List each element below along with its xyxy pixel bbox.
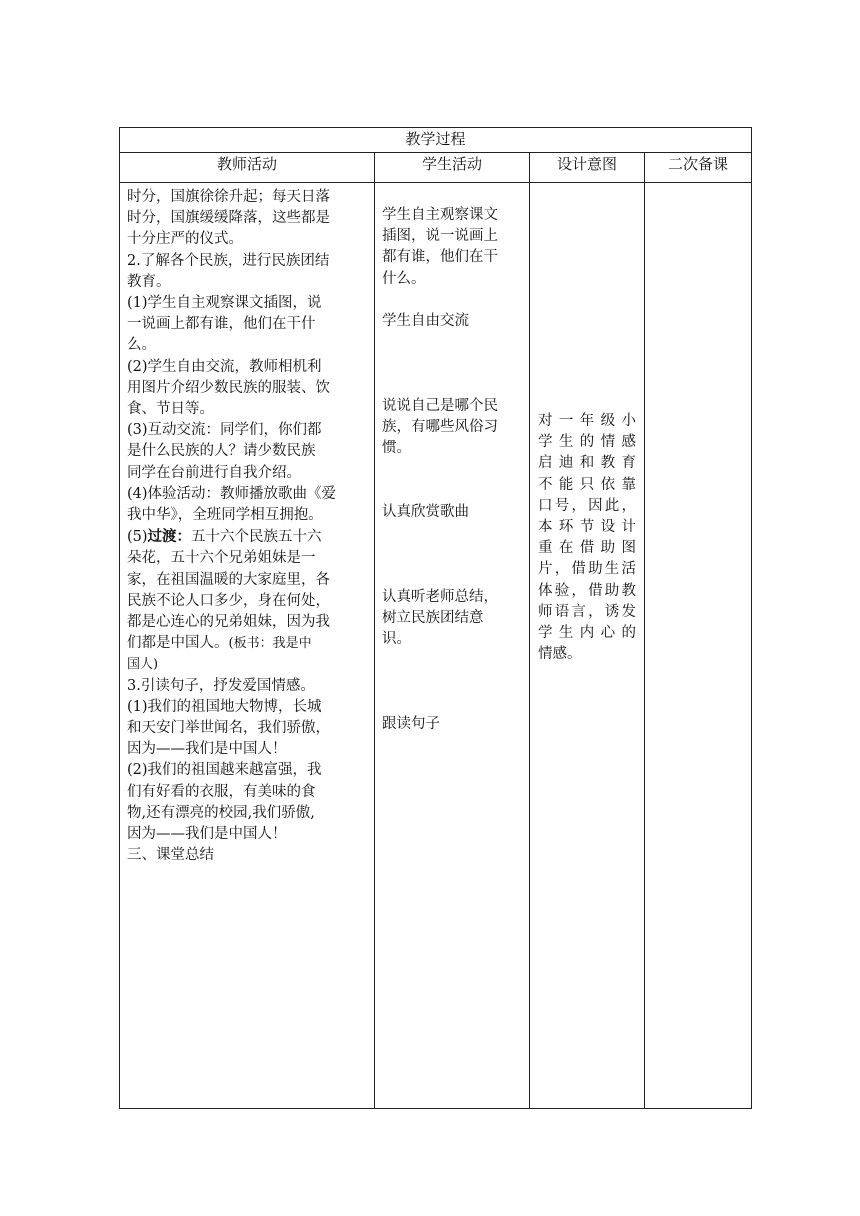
- teacher-line: 因为——我们是中国人！: [127, 826, 287, 843]
- design-line: 启迪和教育: [538, 455, 636, 472]
- design-line: 重在借助图: [538, 540, 636, 557]
- student-unity-line: 识。: [382, 631, 411, 647]
- teacher-line: (1)学生自主观察课文插图，说: [127, 295, 322, 312]
- design-line: 学生内心的: [538, 625, 636, 642]
- teacher-line: 么。: [127, 337, 156, 354]
- design-line: 片，借助生活: [538, 561, 636, 578]
- student-song: 认真欣赏歌曲: [382, 503, 469, 520]
- design-line: 口号，因此，: [538, 497, 636, 514]
- teacher-line: 用图片介绍少数民族的服装、饮: [127, 379, 330, 396]
- teacher-line: 时分，国旗徐徐升起；每天日落: [127, 189, 330, 205]
- teacher-line: 物,还有漂亮的校园,我们骄傲,: [127, 804, 315, 821]
- teacher-line: 食、节日等。: [127, 401, 214, 418]
- student-observe-line: 什么。: [382, 270, 426, 287]
- teacher-line: 因为——我们是中国人！: [127, 741, 287, 758]
- design-line: 体验，借助教: [538, 582, 636, 599]
- header-second-preparation: 二次备课: [645, 153, 752, 183]
- teacher-line: 同学在台前进行自我介绍。: [127, 464, 301, 481]
- student-customs-line: 说说自己是哪个民: [382, 397, 498, 414]
- table-title: 教学过程: [120, 128, 752, 153]
- student-observe-line: 都有谁，他们在干: [382, 249, 498, 266]
- teacher-line: 都是心连心的兄弟姐妹，因为我: [127, 614, 330, 631]
- student-observe-line: 学生自主观察课文: [382, 207, 498, 223]
- student-unity-line: 认真听老师总结，: [382, 588, 498, 605]
- teacher-line: (2)我们的祖国越来越富强，我: [127, 762, 322, 779]
- teacher-line: 一说画上都有谁，他们在干什: [127, 316, 316, 333]
- teaching-process-table: [119, 127, 752, 1109]
- transition-line: [127, 526, 367, 548]
- transition-label: 过渡：: [147, 528, 192, 546]
- teacher-line: 2.了解各个民族，进行民族团结: [127, 252, 330, 269]
- transition-prefix: (5): [127, 529, 148, 546]
- header-design-intent: 设计意图: [530, 153, 645, 183]
- student-exchange: 学生自由交流: [382, 313, 469, 329]
- student-customs-line: 惯。: [382, 440, 411, 457]
- teacher-line: 朵花，五十六个兄弟姐妹是一: [127, 550, 316, 567]
- teacher-line: (1)我们的祖国地大物博，长城: [127, 698, 322, 715]
- design-line: 师语言，诱发: [538, 603, 636, 620]
- student-observe-line: 插图，说一说画上: [382, 228, 498, 245]
- teacher-line: 们都是中国人。: [127, 635, 229, 652]
- board-note-line: [127, 633, 367, 654]
- header-teacher-activity: 教师活动: [120, 153, 375, 183]
- teacher-line: 民族不论人口多少，身在何处，: [127, 592, 330, 609]
- board-note-continued: 国人): [127, 657, 159, 673]
- section-heading: 三、课堂总结: [127, 847, 214, 864]
- teacher-line: 十分庄严的仪式。: [127, 231, 243, 248]
- teacher-line: 时分，国旗缓缓降落，这些都是: [127, 210, 330, 227]
- design-line: 本环节设计: [538, 519, 636, 536]
- teacher-line: 们有好看的衣服，有美味的食: [127, 783, 316, 800]
- student-customs-line: 族，有哪些风俗习: [382, 419, 498, 435]
- student-activity-cell: [375, 183, 530, 1109]
- teacher-activity-cell: [120, 183, 375, 1109]
- teacher-line: 和天安门举世闻名，我们骄傲，: [127, 720, 330, 737]
- student-unity-line: 树立民族团结意: [382, 609, 484, 626]
- teacher-line: (4)体验活动：教师播放歌曲《爱: [127, 485, 337, 502]
- teacher-line: (3)互动交流：同学们，你们都: [127, 422, 322, 439]
- header-student-activity: 学生活动: [375, 153, 530, 183]
- teacher-line: (2)学生自由交流，教师相机利: [127, 358, 322, 375]
- design-line: 对一年级小: [538, 413, 636, 429]
- teacher-line: 我中华》，全班同学相互拥抱。: [127, 507, 323, 524]
- teacher-line: 教育。: [127, 273, 171, 290]
- transition-text: 五十六个民族五十六: [191, 529, 322, 546]
- design-line: 不能只依靠: [538, 476, 636, 493]
- student-follow: 跟读句子: [382, 715, 440, 732]
- teacher-line: 3.引读句子，抒发爱国情感。: [127, 677, 315, 694]
- second-preparation-cell: [645, 183, 752, 1109]
- teacher-line: 是什么民族的人？请少数民族: [127, 443, 316, 460]
- design-line: 学生的情感: [538, 434, 636, 451]
- design-intent-cell: [530, 183, 645, 1109]
- design-line: 情感。: [538, 646, 582, 663]
- teacher-line: 家，在祖国温暖的大家庭里，各: [127, 571, 330, 588]
- board-note: (板书：我是中: [228, 636, 312, 652]
